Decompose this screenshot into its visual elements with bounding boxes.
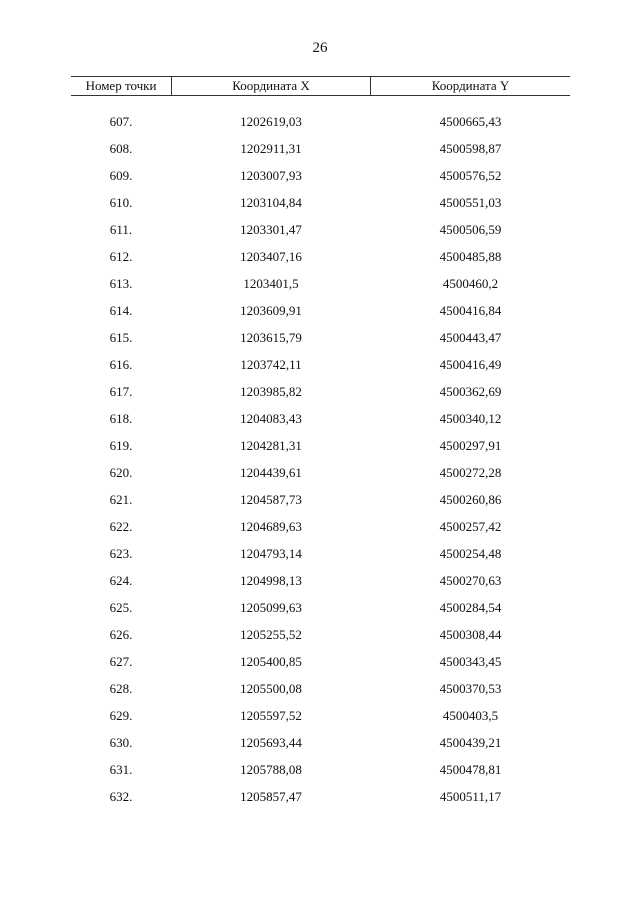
- coordinate-x-cell: 1203407,16: [240, 248, 302, 264]
- point-number-cell: 619.: [109, 437, 133, 453]
- coordinate-x-cell: 1203104,84: [240, 194, 302, 210]
- coordinate-x-cell: 1204281,31: [240, 437, 302, 453]
- coordinate-x-cell: 1202619,03: [240, 113, 302, 129]
- table-header: [71, 76, 570, 96]
- table-row: [71, 540, 570, 567]
- table-row: [71, 378, 570, 405]
- coordinate-x-cell: 1204587,73: [240, 491, 302, 507]
- coordinate-y-cell: 4500416,49: [439, 356, 502, 372]
- point-number-cell: 630.: [109, 734, 133, 750]
- table-row: [71, 648, 570, 675]
- point-number-cell: 614.: [109, 302, 133, 318]
- point-number-cell: 608.: [109, 140, 133, 156]
- coordinate-y-cell: 4500343,45: [439, 653, 502, 669]
- point-number-cell: 629.: [109, 707, 133, 723]
- coordinate-x-cell: 1203742,11: [240, 356, 302, 372]
- coordinate-x-cell: 1205693,44: [240, 734, 302, 750]
- coordinate-y-cell: 4500478,81: [439, 761, 502, 777]
- coordinate-y-cell: 4500272,28: [439, 464, 502, 480]
- coordinate-x-cell: 1203401,5: [243, 275, 299, 291]
- coordinate-y-cell: 4500308,44: [439, 626, 502, 642]
- coordinate-y-cell: 4500665,43: [439, 113, 502, 129]
- coordinate-y-cell: 4500416,84: [439, 302, 502, 318]
- point-number-cell: 609.: [109, 167, 133, 183]
- coordinate-x-cell: 1203615,79: [240, 329, 302, 345]
- coordinate-x-cell: 1203985,82: [240, 383, 302, 399]
- point-number-cell: 631.: [109, 761, 133, 777]
- table-row: [71, 135, 570, 162]
- point-number-cell: 621.: [109, 491, 133, 507]
- coordinate-y-cell: 4500370,53: [439, 680, 502, 696]
- coordinate-y-cell: 4500485,88: [439, 248, 502, 264]
- point-number-cell: 626.: [109, 626, 133, 642]
- point-number-cell: 624.: [109, 572, 133, 588]
- coordinate-x-cell: 1205597,52: [240, 707, 302, 723]
- header-point-number: Номер точки: [85, 78, 157, 93]
- coordinate-x-cell: 1205400,85: [240, 653, 302, 669]
- point-number-cell: 610.: [109, 194, 133, 210]
- coordinate-x-cell: 1204083,43: [240, 410, 302, 426]
- point-number-cell: 628.: [109, 680, 133, 696]
- coordinate-x-cell: 1204439,61: [240, 464, 302, 480]
- coordinate-y-cell: 4500506,59: [439, 221, 502, 237]
- table-row: [71, 486, 570, 513]
- table-row: [71, 702, 570, 729]
- table-row: [71, 756, 570, 783]
- table-row: [71, 675, 570, 702]
- coordinate-y-cell: 4500576,52: [439, 167, 502, 183]
- coordinate-x-cell: 1203609,91: [240, 302, 302, 318]
- point-number-cell: 623.: [109, 545, 133, 561]
- coordinate-y-cell: 4500403,5: [442, 707, 499, 723]
- coordinate-x-cell: 1205857,47: [240, 788, 302, 804]
- coordinate-y-cell: 4500257,42: [439, 518, 502, 534]
- table-row: [71, 405, 570, 432]
- coordinate-y-cell: 4500460,2: [442, 275, 499, 291]
- coordinate-x-cell: 1205500,08: [240, 680, 302, 696]
- table-row: [71, 108, 570, 135]
- coordinate-y-cell: 4500362,69: [439, 383, 502, 399]
- point-number-cell: 617.: [109, 383, 133, 399]
- coordinate-y-cell: 4500340,12: [439, 410, 502, 426]
- table-row: [71, 216, 570, 243]
- table-row: [71, 513, 570, 540]
- point-number-cell: 632.: [109, 788, 133, 804]
- table-body: [71, 108, 570, 810]
- coordinate-x-cell: 1204793,14: [240, 545, 302, 561]
- coordinate-y-cell: 4500254,48: [439, 545, 502, 561]
- table-row: [71, 270, 570, 297]
- coordinate-y-cell: 4500284,54: [439, 599, 502, 615]
- coordinate-y-cell: 4500598,87: [439, 140, 502, 156]
- table-row: [71, 567, 570, 594]
- table-row: [71, 297, 570, 324]
- table-row: [71, 594, 570, 621]
- coordinate-y-cell: 4500297,91: [439, 437, 502, 453]
- coordinate-x-cell: 1204689,63: [240, 518, 302, 534]
- point-number-cell: 622.: [109, 518, 133, 534]
- table-row: [71, 621, 570, 648]
- table-row: [71, 189, 570, 216]
- header-coordinate-y: Координата Y: [431, 78, 510, 93]
- coordinate-x-cell: 1203301,47: [240, 221, 302, 237]
- point-number-cell: 611.: [109, 221, 133, 237]
- coordinate-x-cell: 1205099,63: [240, 599, 302, 615]
- table-row: [71, 324, 570, 351]
- coordinate-y-cell: 4500270,63: [439, 572, 502, 588]
- coordinate-x-cell: 1205255,52: [240, 626, 302, 642]
- point-number-cell: 625.: [109, 599, 133, 615]
- coordinate-y-cell: 4500551,03: [439, 194, 502, 210]
- point-number-cell: 615.: [109, 329, 133, 345]
- point-number-cell: 613.: [109, 275, 133, 291]
- point-number-cell: 612.: [109, 248, 133, 264]
- point-number-cell: 618.: [109, 410, 133, 426]
- point-number-cell: 616.: [109, 356, 133, 372]
- coordinate-x-cell: 1202911,31: [240, 140, 302, 156]
- header-coordinate-x: Координата X: [171, 77, 371, 95]
- table-row: [71, 729, 570, 756]
- point-number-cell: 620.: [109, 464, 133, 480]
- table-row: [71, 351, 570, 378]
- coordinate-y-cell: 4500511,17: [439, 788, 502, 804]
- coordinate-x-cell: 1203007,93: [240, 167, 302, 183]
- table-row: [71, 162, 570, 189]
- point-number-cell: 607.: [109, 113, 133, 129]
- table-row: [71, 783, 570, 810]
- coordinate-y-cell: 4500439,21: [439, 734, 502, 750]
- coordinate-y-cell: 4500443,47: [439, 329, 502, 345]
- table-row: [71, 432, 570, 459]
- coordinate-x-cell: 1204998,13: [240, 572, 302, 588]
- table-row: [71, 459, 570, 486]
- coordinate-x-cell: 1205788,08: [240, 761, 302, 777]
- coordinate-y-cell: 4500260,86: [439, 491, 502, 507]
- table-row: [71, 243, 570, 270]
- page-number: 26: [312, 40, 328, 56]
- point-number-cell: 627.: [109, 653, 133, 669]
